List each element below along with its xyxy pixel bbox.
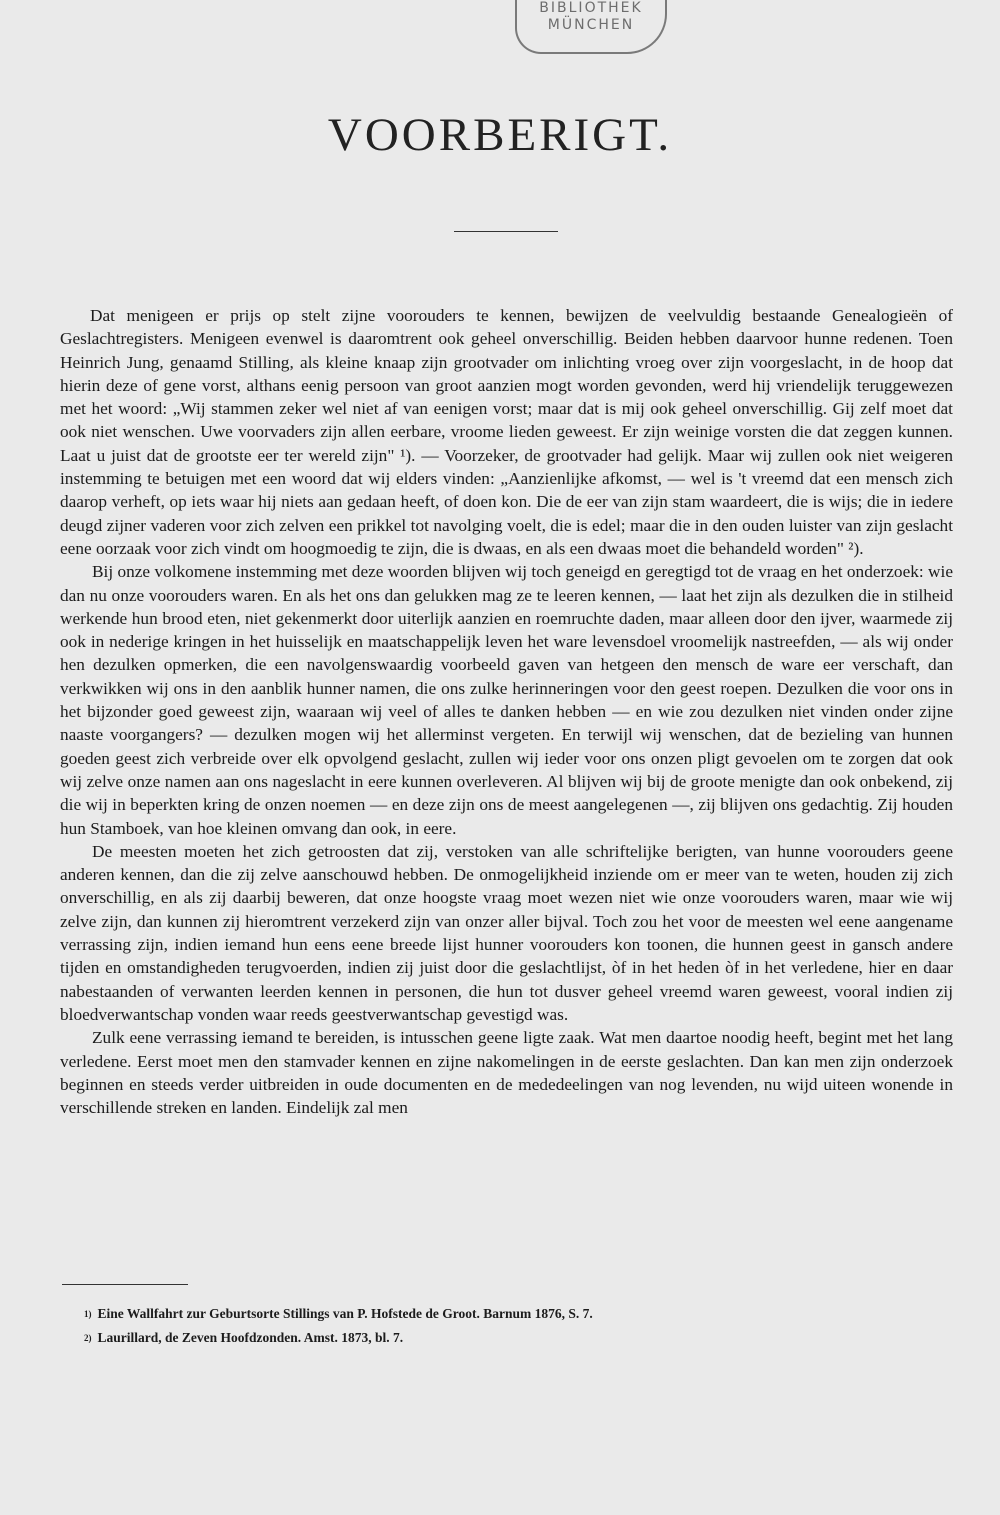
footnote-separator — [62, 1284, 188, 1285]
paragraph-4: Zulk eene verrassing iemand te bereiden, is intusschen geene ligte zaak. Wat men daartoe noodig heeft, begint met het lang verledene. Eerst moet men den stamvader kennen en zijne nakomelingen in de eerste geslachten. Dan kan men zijn onderzoek beginnen en steeds verder uitbreiden in oude documenten en de mededeelingen van nog levenden, nu wijd uiteen wonende in verschillende streken en landen. Eindelijk zal men — [60, 1028, 953, 1118]
footnote-mark: 1) — [84, 1309, 92, 1319]
library-stamp — [515, 0, 667, 54]
footnotes — [84, 1302, 924, 1350]
footnote-1 — [84, 1302, 924, 1326]
footnote-text: Eine Wallfahrt zur Geburtsorte Stillings van P. Hofstede de Groot. Barnum 1876, S. 7. — [97, 1306, 593, 1321]
page-title: VOORBERIGT. — [327, 109, 673, 161]
paragraph-2: Bij onze volkomene instemming met deze woorden blijven wij toch geneigd en geregtigd tot de vraag en het onderzoek: wie dan nu onze voorouders waren. En als het ons dan gelukken mag ze te leeren kennen, — laat het zijn als dezulken die in stilheid werkende hun brood eten, niet gekenmerkt door uiterlijk aanzien en roemruchte daden, maar alleen door den ijver, waarmede zij ook in nederige kringen in het huisselijk en maatschappelijk leven het ware levensdoel vroomelijk nastreefden, — als wij onder hen dezulken opmerken, die een navolgenswaardig voorbeeld gaven van hetgeen den mensch de ware eer verschaft, dan verkwikken wij ons in den aanblik hunner namen, die ons zulke herinneringen voor den geest roepen. Dezulken die voor ons in het bijzonder goed geweest zijn, waaraan wij veel of alles te danken hebben — en wie zou dezulken niet vinden onder zijne naaste voorgangers? — dezulken mogen wij het allerminst vergeten. En terwijl wij wenschen, dat de bezieling van hunnen goeden geest zich verbreide over elk opvolgend geslacht, zullen wij ieder voor ons onzen pligt gevoelen om te zorgen dat ook wij zelve onze namen aan ons nageslacht in eere kunnen overleveren. Al blijven wij bij de groote menigte dan ook onbekend, zij die wij in beperkten kring de onzen noemen — en deze zijn ons de meest aangelegenen —, zij blijven ons gedachtig. Zij houden hun Stamboek, van hoe kleinen omvang dan ook, in eere. — [60, 562, 953, 838]
footnote-mark: 2) — [84, 1333, 92, 1343]
paragraph-3: De meesten moeten het zich getroosten dat zij, verstoken van alle schriftelijke berigten, van hunne voorouders geene anderen kennen, dan die zij zelve aanschouwd hebben. De onmogelijkheid inziende om er meer van te weten, houden zij zich onverschillig, en als zij daarbij beweren, dat onze hoogste vraag moet wezen niet wie onze voorouders waren, maar wie wij zelve zijn, dan kunnen zij hieromtrent verzekerd zijn van onzer aller bijval. Toch zou het voor de meesten wel eene aangename verrassing zijn, indien iemand hun eens eene breede lijst hunner voorouders kon toonen, die hunnen geest in gansch andere tijden en omstandigheden terugvoerden, indien zij juist door die geslachtlijst, òf in het heden òf in het verledene, hier en daar nabestaanden of verwanten leerden kennen in personen, die hun tot dusver geheel vreemd waren geweest, vooral indien zij bloedverwantschap vonden waar reeds geestverwantschap gevestigd was. — [60, 841, 953, 1024]
title-rule — [454, 231, 558, 232]
stamp-line-2: MÜNCHEN — [547, 17, 635, 33]
footnote-text: Laurillard, de Zeven Hoofdzonden. Amst. 1873, bl. 7. — [97, 1330, 404, 1345]
footnote-2 — [84, 1326, 924, 1350]
body-text — [60, 304, 953, 1119]
stamp-line-1: BIBLIOTHEK — [539, 0, 643, 16]
paragraph-1: Dat menigeen er prijs op stelt zijne voorouders te kennen, bewijzen de veelvuldig bestaande Genealogieën of Geslachtregisters. Menigeen evenwel is daaromtrent ook geheel onverschillig. Beiden hebben daarvoor hunne redenen. Toen Heinrich Jung, genaamd Stilling, als kleine knaap zijn grootvader om inlichting vroeg over zijn voorgeslacht, in de hoop dat hierin deze of gene vorst, althans eenig persoon van groot aanzien mogt worden gevonden, werd hij vriendelijk teruggewezen met het woord: „Wij stammen zeker wel niet af van eenigen vorst; maar dat is mij ook geheel onverschillig. Gij zelf moet dat ook niet wenschen. Uwe voorvaders zijn allen eerbare, vroome lieden geweest. Er zijn weinige vorsten die dat zeggen kunnen. Laat u juist dat de grootste eer ter wereld zijn" ¹). — Voorzeker, de grootvader had gelijk. Maar wij zullen ook niet weigeren instemming te betuigen met een woord dat wij elders vinden: „Aanzienlijke afkomst, — wel is 't vreemd dat een mensch zich daarop verheft, op iets waar hij niets aan gedaan heeft, of doen kon. Die de eer van zijn stam waardeert, die is wijs; die in iedere deugd zijner vaderen voor zich zelven een prikkel tot navolging voelt, die is edel; maar die in den ouden luister van zijn geslacht eene oorzaak voor zich vindt om hoogmoedig te zijn, die is dwaas, en als een dwaas moet die behandeld worden" ²). — [60, 306, 953, 558]
